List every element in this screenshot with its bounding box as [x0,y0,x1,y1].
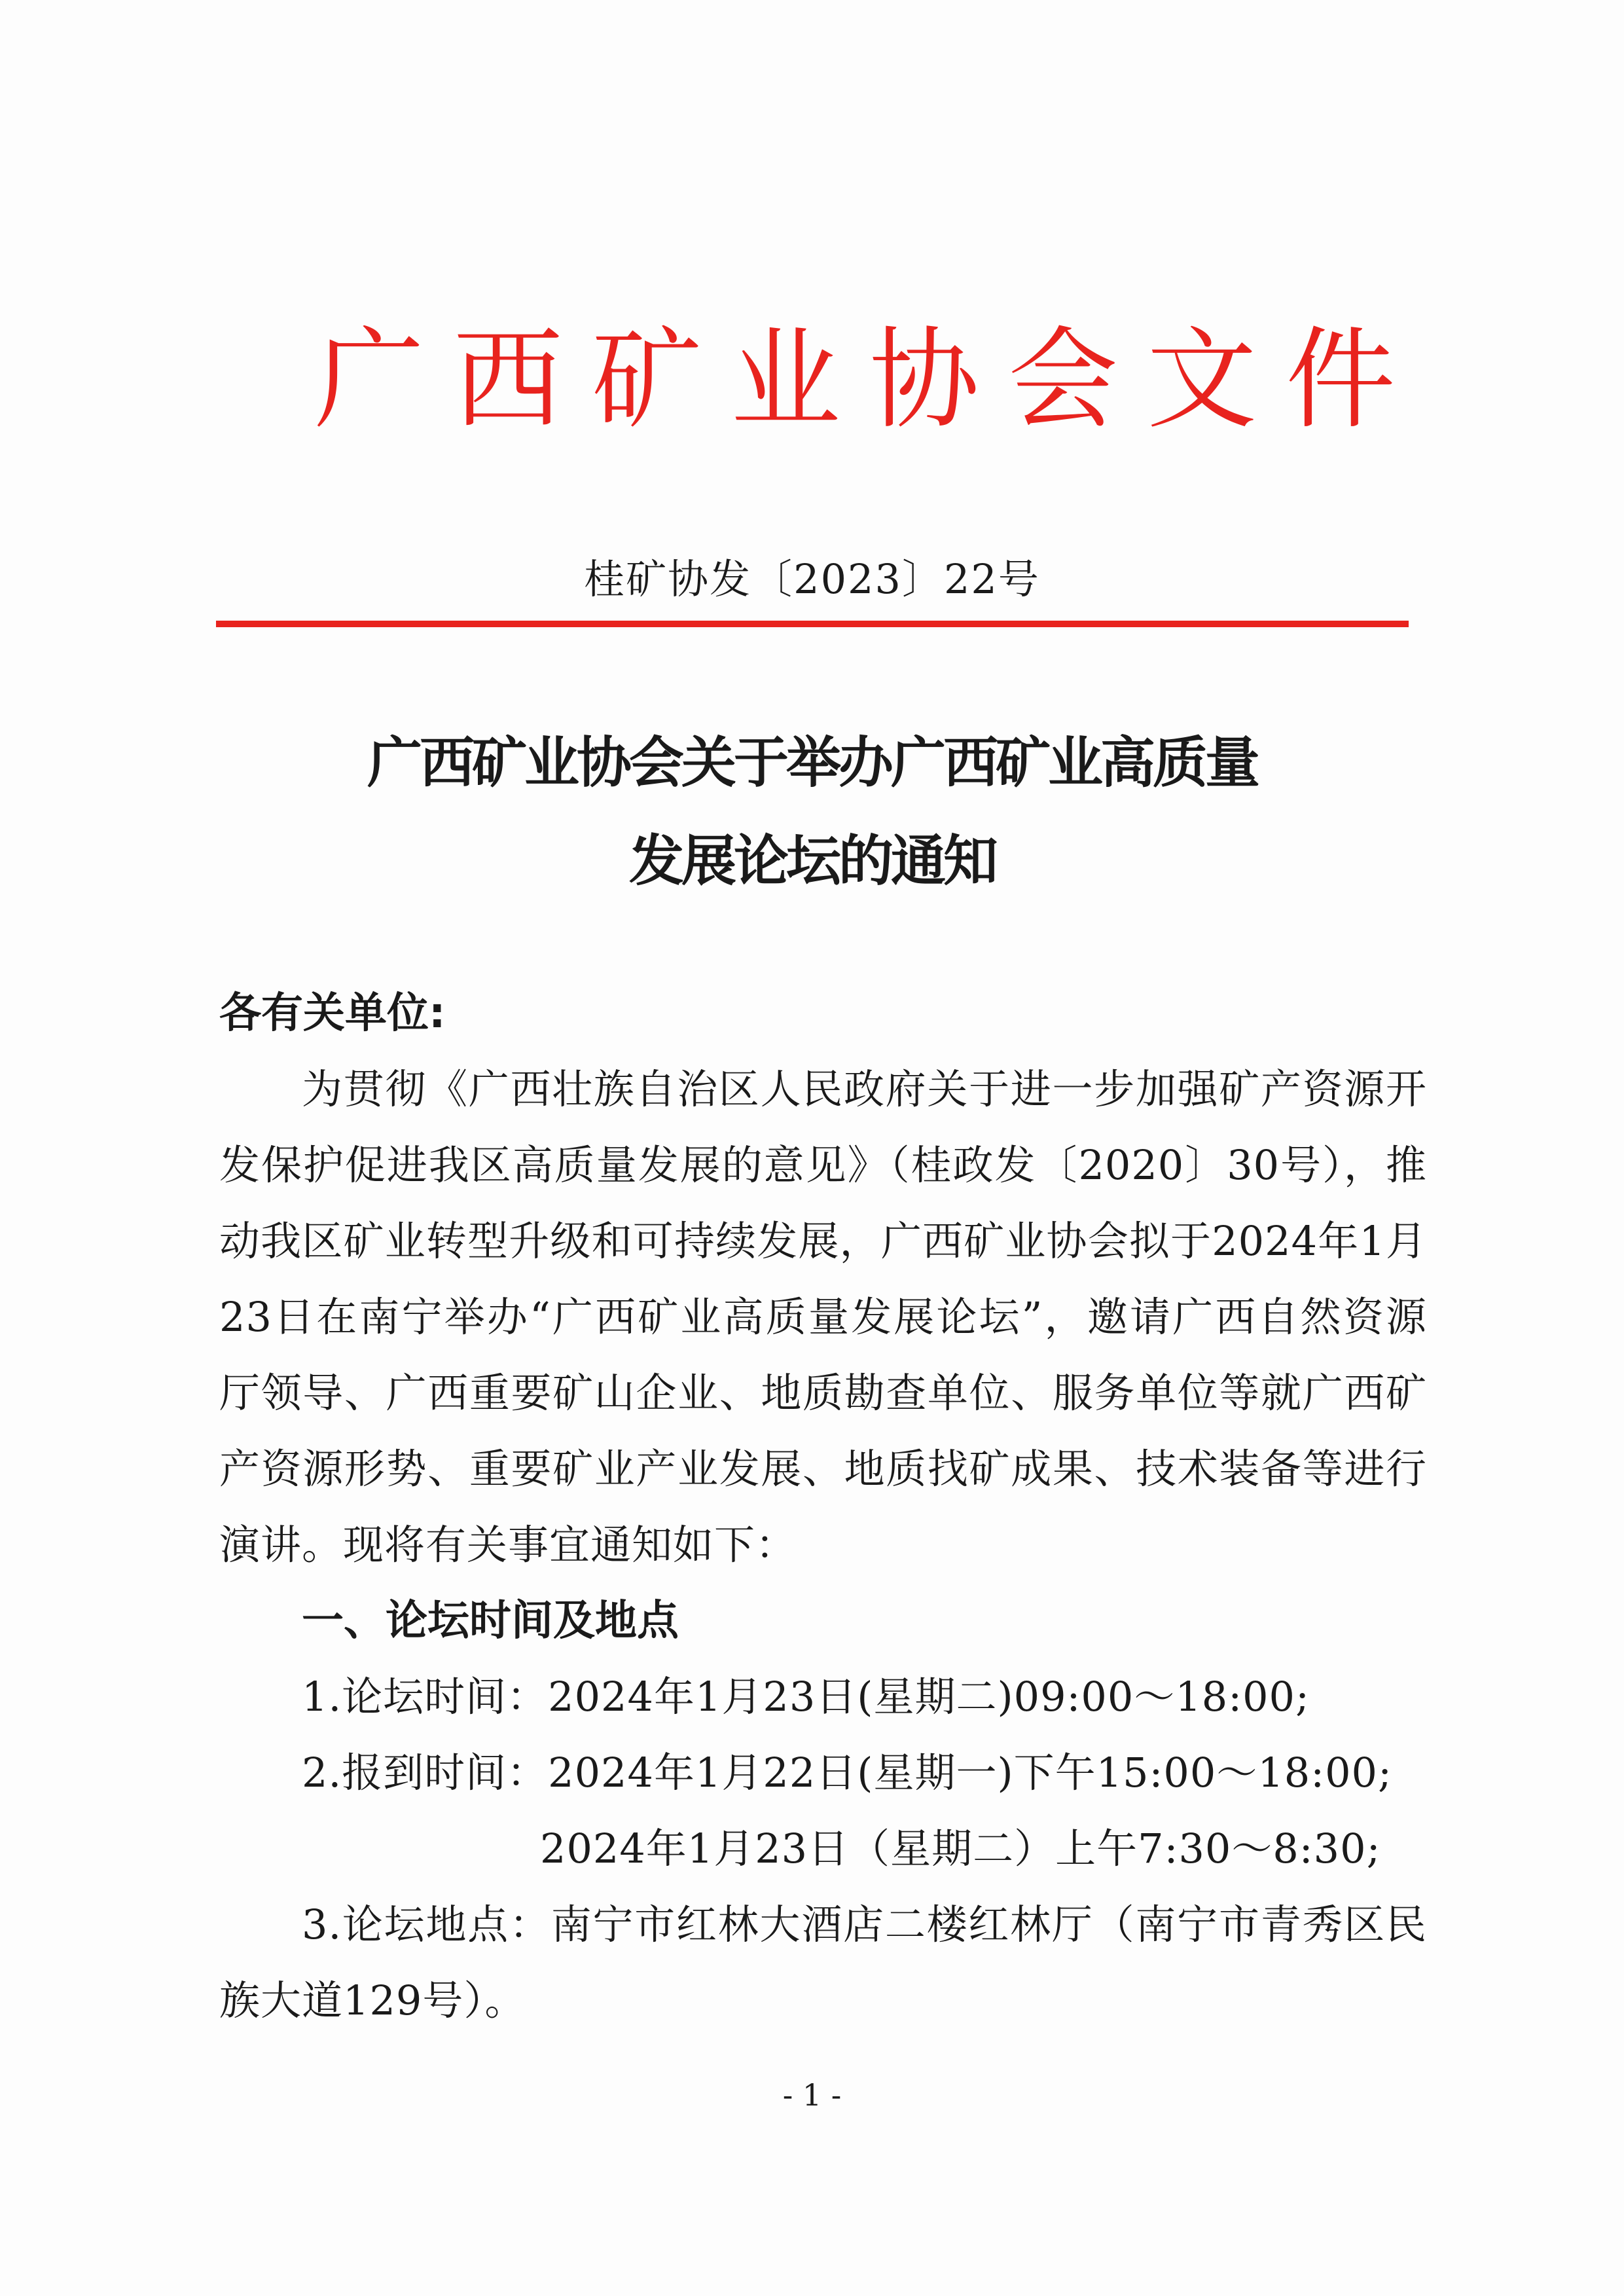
organization-header: 广西矿业协会文件 [314,316,1424,444]
red-divider-line [216,621,1409,627]
item-registration-time-continued: 2024年1月23日（星期二）上午7:30～8:30; [540,1825,1381,1872]
notice-body [219,975,1427,2039]
intro-paragraph: 为贯彻《广西壮族自治区人民政府关于进一步加强矿产资源开发保护促进我区高质量发展的意见》（桂政发〔2020〕30号），推动我区矿业转型升级和可持续发展，广西矿业协会拟于2024年1月23日在南宁举办“广西矿业高质量发展论坛”，邀请广西自然资源厅领导、广西重要矿山企业、地质勘查单位、服务单位等就广西矿产资源形势、重要矿业产业发展、地质找矿成果、技术装备等进行演讲。现将有关事宜通知如下： [219,1065,1427,1569]
item-forum-time: 1.论坛时间：2024年1月23日(星期二)09:00～18:00; [302,1673,1310,1721]
notice-title-line-1: 广西矿业协会关于举办广西矿业高质量 [367,731,1257,795]
section-heading-time-location: 一、论坛时间及地点 [302,1597,679,1645]
item-registration-time: 2.报到时间：2024年1月22日(星期一)下午15:00～18:00; [302,1749,1392,1796]
salutation: 各有关单位: [219,989,446,1038]
notice-title [216,714,1409,910]
notice-title-line-2: 发展论坛的通知 [628,829,996,893]
document-number: 桂矿协发〔2023〕22号 [584,555,1040,603]
item-forum-location: 3.论坛地点：南宁市红林大酒店二楼红林厅（南宁市青秀区民族大道129号）。 [219,1901,1427,2024]
page-number: - 1 - [782,2077,842,2113]
